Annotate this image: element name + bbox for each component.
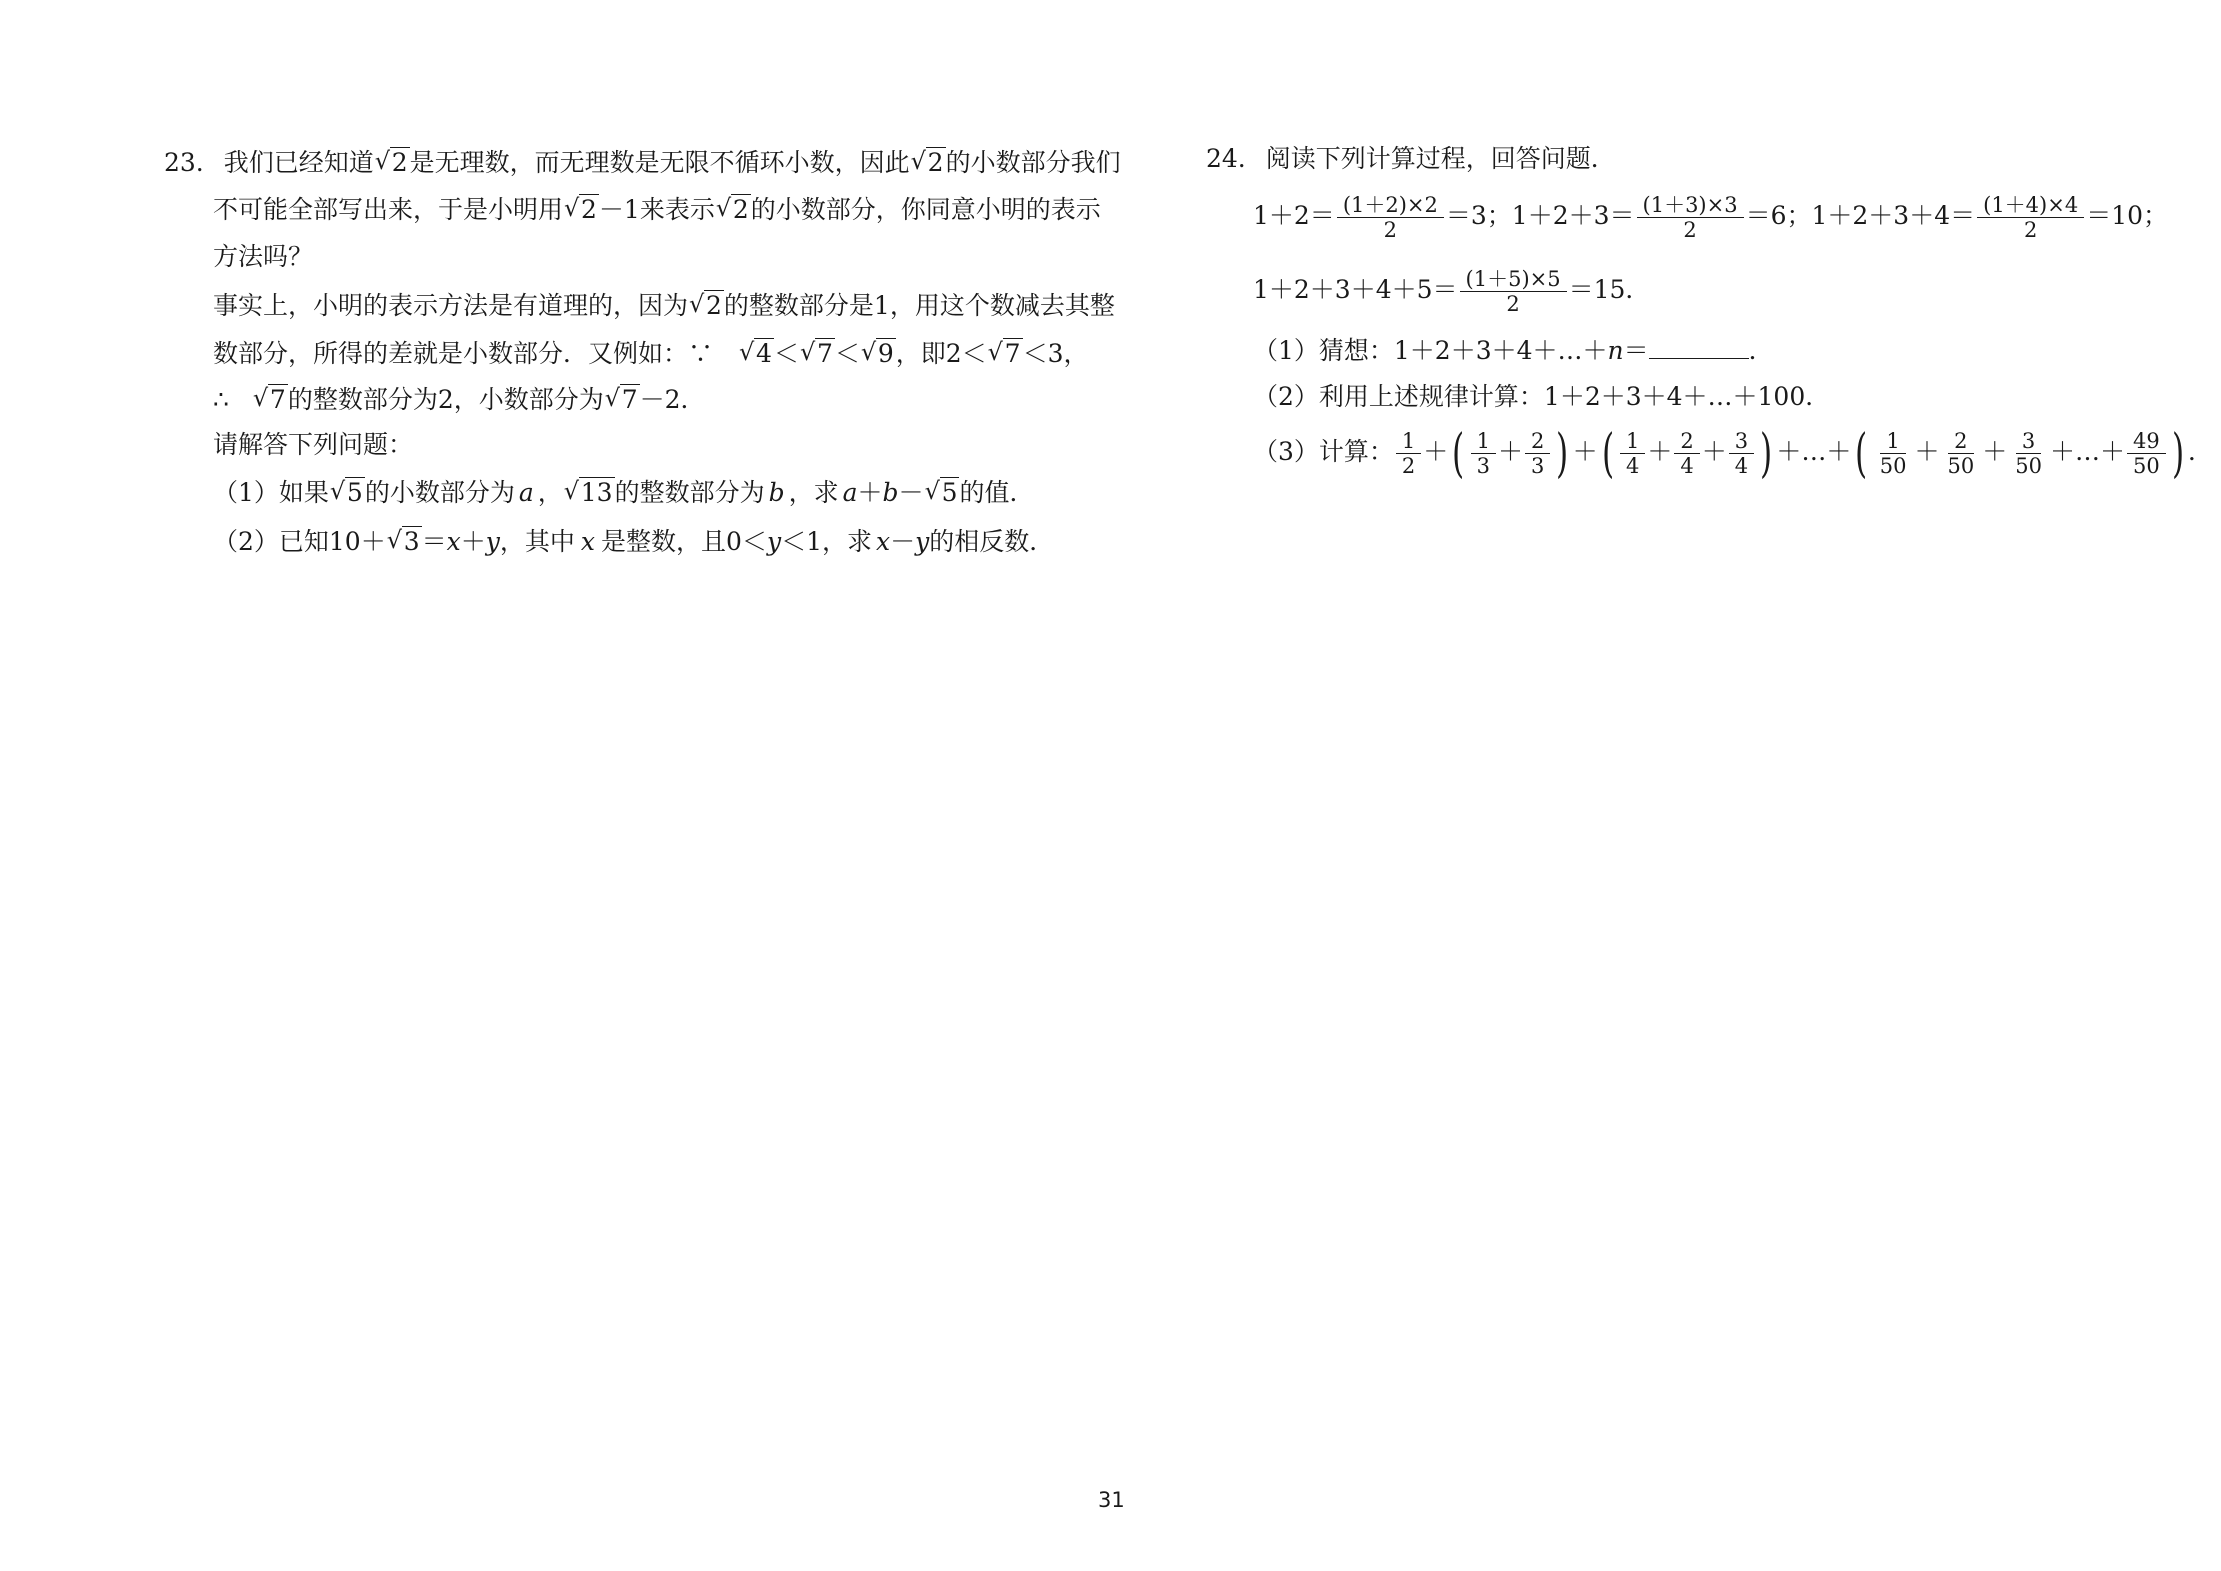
q23-line-1: 23. 我们已经知道√ 2是无理数，而无理数是无限不循环小数，因此√ 2的小数部分我们 [164,143,1121,183]
sqrt: √ 3 [387,522,422,562]
q24-line-1: 24. 阅读下列计算过程，回答问题． [1206,144,1616,173]
answer-blank[interactable] [1649,338,1749,359]
q23-line-5: 数部分，所得的差就是小数部分．又例如：∵√ 4＜√ 7＜√ 9，即2＜√ 7＜3， [213,334,1088,374]
sqrt: √ 13 [564,473,615,513]
q23-line-4: 事实上，小明的表示方法是有道理的，因为√ 2的整数部分是1，用这个数减去其整 [213,286,1115,326]
sqrt: √ 5 [925,473,960,513]
fraction: $\frac{2}{50}$ [1947,428,1975,478]
sqrt: √ 2 [375,143,410,183]
fraction: $\frac{49}{50}$ [2127,429,2166,478]
fraction: $\frac{1}{2}$ [1396,429,1421,478]
q24-equation-line-1: 1＋2＝ $\frac{(1+2)\times 2}{2}$ ＝3；1＋2＋3＝ $\frac{(1+3)\times 3}{2}$ ＝6；1＋2＋3＋4＝ $\frac{(1+4)\times 4}{2}$ ＝10； [1253,192,2169,242]
q23-number: 23. [164,148,204,177]
sqrt: √ 2 [564,190,599,230]
fraction: $\frac{2}{4}$ [1674,429,1699,478]
fraction: $\frac{3}{4}$ [1729,429,1754,478]
sqrt: √ 2 [716,190,751,230]
sqrt: √ 2 [689,286,724,326]
sqrt: √ 9 [861,334,896,374]
q24-part-3: （3）计算： $\frac{1}{2}$ ＋( $\frac{1}{3}$ ＋ $\frac{2}{3}$ ) ＋( $\frac{1}{4}$ ＋ $\frac{2}{4}$ ＋ $\frac{3}{4}$ ) ＋…＋( $\frac{1}{50}$ ＋ $\frac{2}{50}$ ＋ $\frac{3}{50}$ ＋…＋ $\frac{49}{50}$ ) ． [1253,423,2214,484]
q23-part-2: （2）已知10＋√ 3＝x＋y，其中 x 是整数，且0＜y＜1，求 x－y的相反数． [213,522,1054,562]
page-number: 31 [1098,1488,1125,1512]
fraction: $\frac{(1+5)\times 5}{2}$ [1460,267,1567,316]
q24-part-2: （2）利用上述规律计算：1＋2＋3＋4＋…＋100． [1253,382,1831,411]
sqrt: √ 5 [330,473,365,513]
sqrt: √ 7 [253,380,288,420]
sqrt: √ 2 [911,143,946,183]
fraction: $\frac{(1+2)\times 2}{2}$ [1337,193,1444,242]
q24-number: 24. [1206,144,1246,173]
q24-part-1: （1）猜想：1＋2＋3＋4＋…＋n＝ ． [1253,336,1774,365]
fraction: $\frac{(1+3)\times 3}{2}$ [1637,193,1744,242]
sqrt: √ 4 [739,334,774,374]
sqrt: √ 7 [988,334,1023,374]
therefore-symbol: ∴ [213,385,229,414]
q23-line-6: ∴√ 7的整数部分为2，小数部分为√ 7－2． [213,380,706,420]
sqrt: √ 7 [605,380,640,420]
sqrt: √ 7 [800,334,835,374]
fraction: $\frac{(1+4)\times 4}{2}$ [1977,193,2084,242]
q23-part-1: （1）如果√ 5的小数部分为 a ，√ 13的整数部分为 b ，求 a＋b－√ 5的值． [213,473,1034,513]
fraction: $\frac{1}{4}$ [1620,429,1645,478]
q23-line-3: 方法吗？ [213,242,314,271]
fraction: $\frac{1}{3}$ [1471,429,1496,478]
fraction: $\frac{2}{3}$ [1525,429,1550,478]
q23-line-7: 请解答下列问题： [213,430,414,459]
fraction: $\frac{3}{50}$ [2015,428,2042,478]
fraction: $\frac{1}{50}$ [1879,428,1907,478]
q23-line-2: 不可能全部写出来，于是小明用√ 2－1来表示√ 2的小数部分，你同意小明的表示 [213,190,1101,230]
q24-equation-line-2: 1＋2＋3＋4＋5＝ $\frac{(1+5)\times 5}{2}$ ＝15． [1253,266,1651,316]
